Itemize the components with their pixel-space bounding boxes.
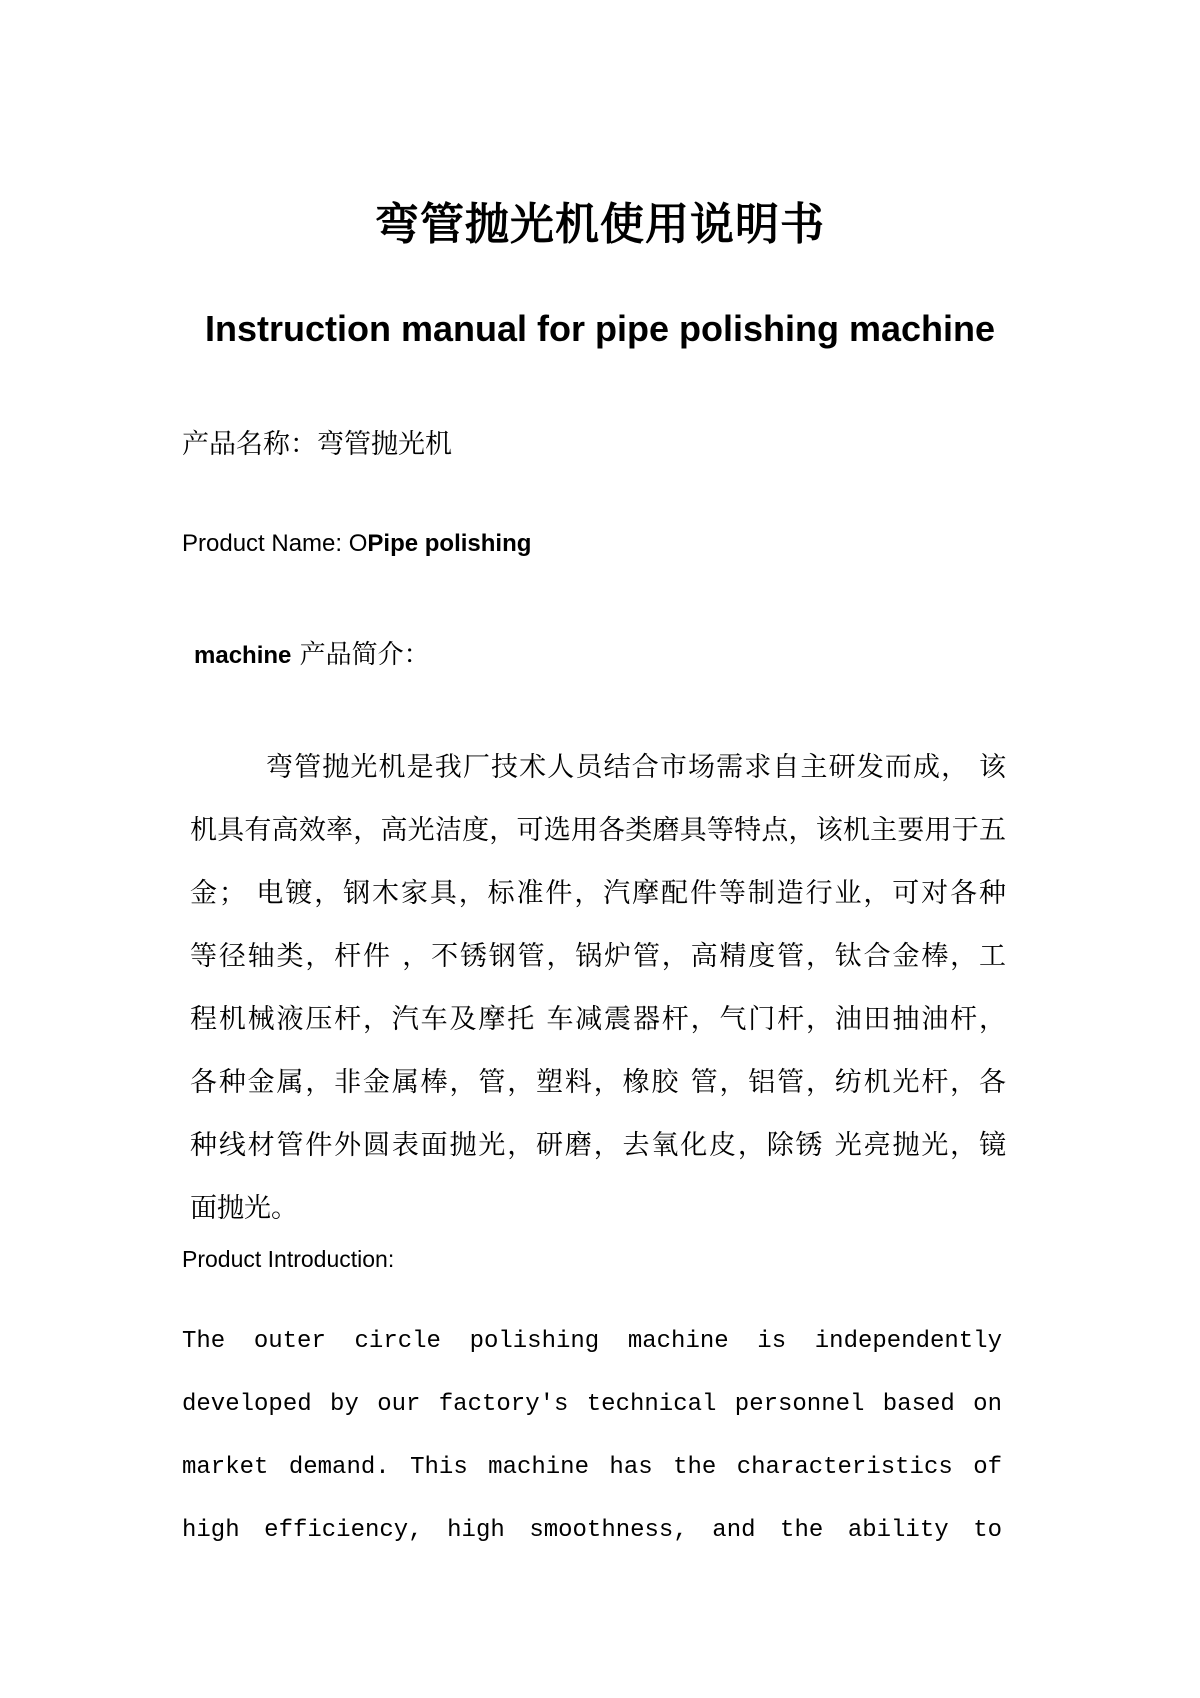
title-english: Instruction manual for pipe polishing machine [204,308,996,349]
product-name-chinese: 产品名称：弯管抛光机 [182,429,452,460]
paragraph-line: 面抛光。 [190,1193,298,1224]
intro-heading-en-part: machine [194,642,292,669]
paragraph-line: market demand. This machine has the characteristics of [182,1454,1002,1481]
paragraph-line: 金； 电镀，钢木家具，标准件，汽摩配件等制造行业，可对各种 [190,878,1006,909]
paragraph-line: 等径轴类，杆件 ，不锈钢管，锅炉管，高精度管，钛合金棒，工 [190,941,1006,972]
product-name-english-prefix: Product Name: O [182,530,368,557]
paragraph-line: 种线材管件外圆表面抛光，研磨，去氧化皮，除锈 光亮抛光，镜 [190,1130,1006,1161]
paragraph-line: 机具有高效率，高光洁度，可选用各类磨具等特点，该机主要用于五 [190,815,1006,846]
paragraph-line: 程机械液压杆，汽车及摩托 车减震器杆，气门杆，油田抽油杆， [190,1004,1006,1035]
product-name-english-value: Pipe polishing [367,530,532,557]
product-intro-english-paragraph [182,1310,1002,1562]
product-intro-chinese-paragraph [190,736,1006,1240]
paragraph-line: developed by our factory's technical personnel based on [182,1391,1002,1418]
paragraph-line: 弯管抛光机是我厂技术人员结合市场需求自主研发而成， 该 [266,752,1006,783]
intro-heading-cn-part: 产品简介： [291,640,430,670]
product-intro-heading-chinese [194,634,430,671]
product-name-english [182,530,531,558]
title-chinese: 弯管抛光机使用说明书 [375,199,825,250]
paragraph-line: The outer circle polishing machine is independently [182,1328,1002,1355]
product-intro-heading-english: Product Introduction: [182,1246,395,1272]
paragraph-line: high efficiency, high smoothness, and the ability to [182,1517,1002,1544]
paragraph-line: 各种金属，非金属棒，管，塑料，橡胶 管，铝管，纺机光杆，各 [190,1067,1006,1098]
